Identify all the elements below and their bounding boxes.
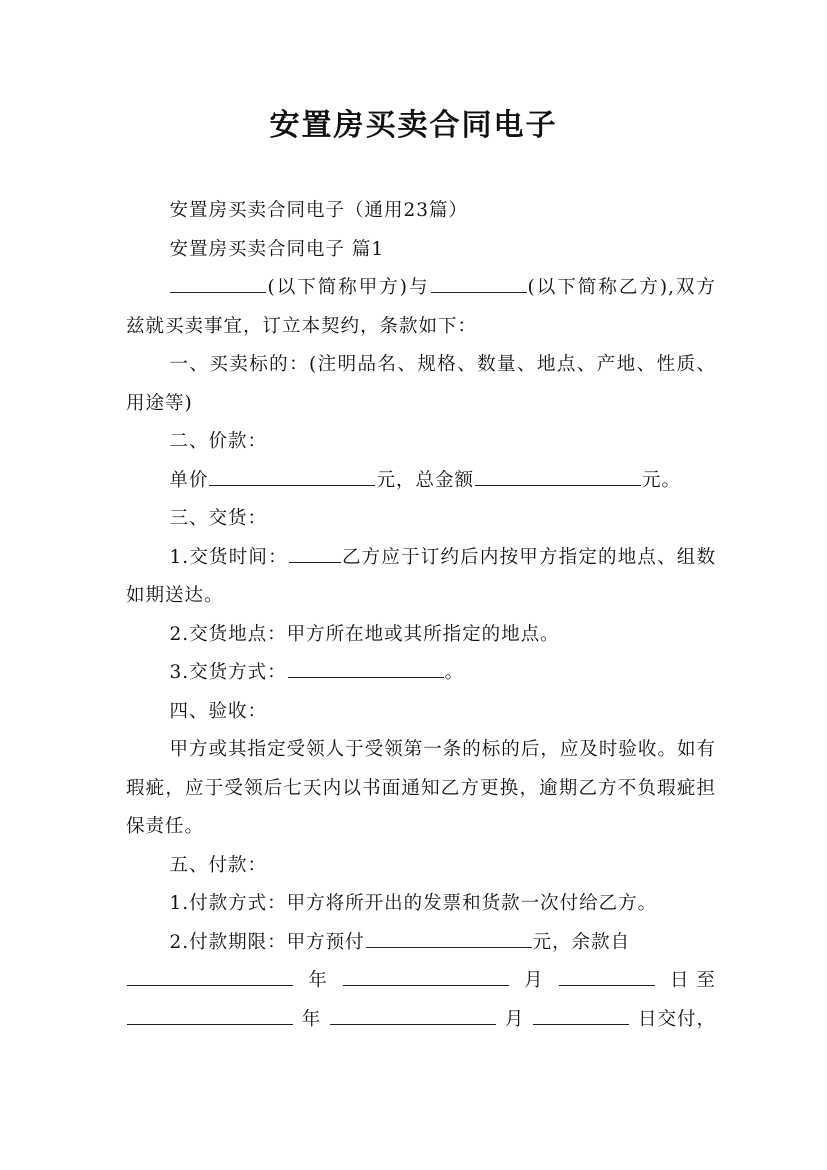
party-a-blank (170, 272, 266, 293)
paragraph-delivery-place: 2.交货地点：甲方所在地或其所指定的地点。 (169, 623, 560, 645)
paragraph-parties (126, 269, 716, 346)
paragraph-price-heading: 二、价款： (169, 431, 267, 452)
total-amount-label: 元，总金额 (376, 469, 474, 491)
from-day-blank (559, 965, 655, 986)
parties-text-1: (以下简称甲方)与 (267, 277, 430, 298)
to-day-blank (533, 1004, 629, 1025)
paragraph-delivery-method (126, 654, 716, 693)
paragraph-payment-heading: 五、付款： (169, 854, 267, 876)
paragraph-payment-term (126, 924, 716, 963)
delivery-time-label: 1.交货时间： (169, 546, 288, 568)
from-month-label: 月 (524, 970, 544, 991)
paragraph-acceptance: 甲方或其指定受领人于受领第一条的标的后，应及时验收。如有瑕疵，应于受领后七天内以书面通知乙方更换，逾期乙方不负瑕疵担保责任。 (126, 739, 716, 837)
parties-text-2: (以下简称乙方),双方兹就买卖事宜，订立本契约，条款如下： (126, 277, 716, 337)
paragraph-delivery-heading: 三、交货： (169, 508, 267, 529)
payment-term-text: 元，余款自 (532, 931, 631, 953)
delivery-method-blank (288, 657, 444, 678)
paragraph-price (126, 462, 716, 501)
party-b-blank (431, 272, 527, 293)
to-year-blank (127, 1004, 293, 1025)
price-end-text: 元。 (642, 469, 682, 491)
from-month-blank (343, 965, 509, 986)
date-line-from (126, 962, 716, 1001)
delivery-method-end: 。 (444, 662, 465, 683)
document-body (126, 192, 716, 1039)
paragraph-payment-method: 1.付款方式：甲方将所开出的发票和货款一次付给乙方。 (169, 893, 658, 914)
delivery-time-blank (289, 542, 341, 563)
prepayment-blank (366, 927, 532, 948)
to-day-label: 日交付， (637, 1008, 716, 1030)
unit-price-label: 单价 (169, 469, 209, 491)
unit-price-blank (209, 465, 375, 486)
delivery-method-label: 3.交货方式： (169, 662, 287, 683)
paragraph-subtitle: 安置房买卖合同电子（通用23篇） (169, 200, 469, 221)
paragraph-delivery-time (126, 539, 716, 616)
delivery-time-text: 乙方应于订约后内按甲方指定的地点、组数如期送达。 (126, 546, 716, 606)
paragraph-section-heading: 安置房买卖合同电子 篇1 (169, 238, 385, 260)
paragraph-acceptance-heading: 四、验收： (169, 700, 267, 722)
to-month-blank (330, 1004, 496, 1025)
document-title: 安置房买卖合同电子 (269, 108, 558, 143)
to-month-label: 月 (504, 1008, 525, 1030)
payment-term-label: 2.付款期限：甲方预付 (169, 931, 365, 953)
from-year-label: 年 (308, 970, 328, 991)
to-year-label: 年 (301, 1008, 322, 1030)
from-year-blank (127, 965, 293, 986)
total-amount-blank (475, 465, 641, 486)
from-day-label: 日 至 (670, 970, 716, 991)
paragraph-subject: 一、买卖标的：(注明品名、规格、数量、地点、产地、性质、用途等) (126, 354, 716, 414)
date-line-to (126, 1001, 716, 1040)
